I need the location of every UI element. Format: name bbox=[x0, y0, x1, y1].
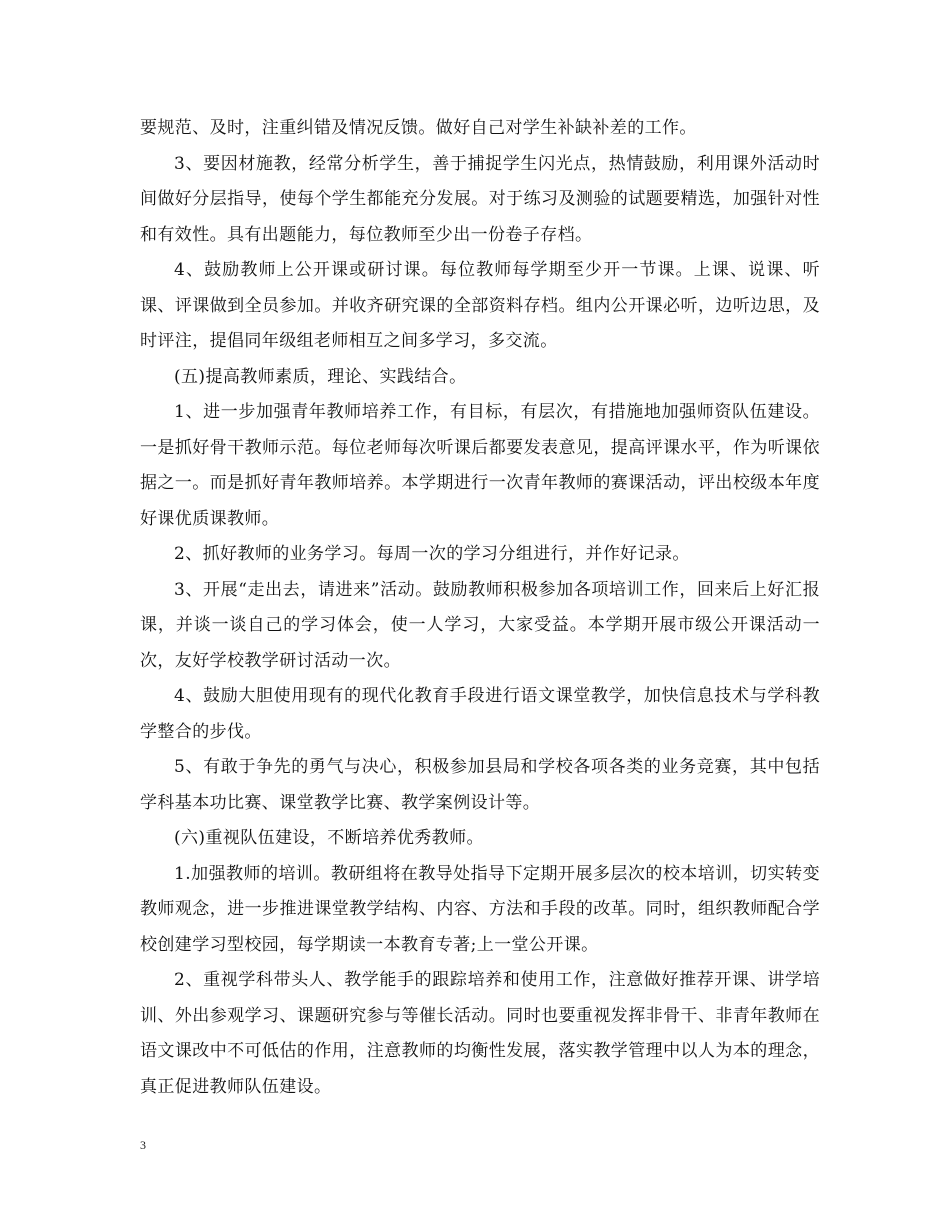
paragraph-6: 2、抓好教师的业务学习。每周一次的学习分组进行，并作好记录。 bbox=[174, 544, 690, 564]
paragraph-7: 3、开展“走出去，请进来”活动。鼓励教师积极参加各项培训工作，回来后上好汇报课，并谈一谈自己的学习体会，使一人学习，大家受益。本学期开展市级公开课活动一次，友好学校教学研讨活动一次。 bbox=[140, 579, 820, 671]
section-heading-6: (六)重视队伍建设，不断培养优秀教师。 bbox=[174, 828, 484, 848]
paragraph-1: 要规范、及时，注重纠错及情况反馈。做好自己对学生补缺补差的工作。 bbox=[140, 118, 697, 138]
section-heading-5: (五)提高教师素质，理论、实践结合。 bbox=[174, 366, 467, 387]
page-number: 3 bbox=[140, 1138, 146, 1152]
paragraph-11: 1.加强教师的培训。教研组将在教导处指导下定期开展多层次的校本培训，切实转变教师观念，进一步推进课堂教学结构、内容、方法和手段的改革。同时，组织教师配合学校创建学习型校园，每学期读一本教育专著;上一堂公开课。 bbox=[140, 863, 820, 955]
document-body bbox=[140, 111, 820, 1105]
paragraph-12: 2、重视学科带头人、教学能手的跟踪培养和使用工作，注意做好推荐开课、讲学培训、外出参观学习、课题研究参与等催长活动。同时也要重视发挥非骨干、非青年教师在语文课改中不可低估的作用，注意教师的均衡性发展，落实教学管理中以人为本的理念，真正促进教师队伍建设。 bbox=[140, 970, 820, 1097]
paragraph-2: 3、要因材施教，经常分析学生，善于捕捉学生闪光点，热情鼓励，利用课外活动时间做好分层指导，使每个学生都能充分发展。对于练习及测验的试题要精选，加强针对性和有效性。具有出题能力，每位教师至少出一份卷子存档。 bbox=[140, 153, 820, 245]
paragraph-9: 5、有敢于争先的勇气与决心，积极参加县局和学校各项各类的业务竞赛，其中包括学科基本功比赛、课堂教学比赛、教学案例设计等。 bbox=[140, 757, 820, 813]
paragraph-3: 4、鼓励教师上公开课或研讨课。每位教师每学期至少开一节课。上课、说课、听课、评课做到全员参加。并收齐研究课的全部资料存档。组内公开课必听，边听边思，及时评注，提倡同年级组老师相互之间多学习，多交流。 bbox=[140, 260, 820, 351]
paragraph-8: 4、鼓励大胆使用现有的现代化教育手段进行语文课堂教学，加快信息技术与学科教学整合的步伐。 bbox=[140, 686, 820, 742]
paragraph-5: 1、进一步加强青年教师培养工作，有目标，有层次，有措施地加强师资队伍建设。一是抓好骨干教师示范。每位老师每次听课后都要发表意见，提高评课水平，作为听课依据之一。而是抓好青年教师培养。本学期进行一次青年教师的赛课活动，评出校级本年度好课优质课教师。 bbox=[140, 402, 820, 529]
